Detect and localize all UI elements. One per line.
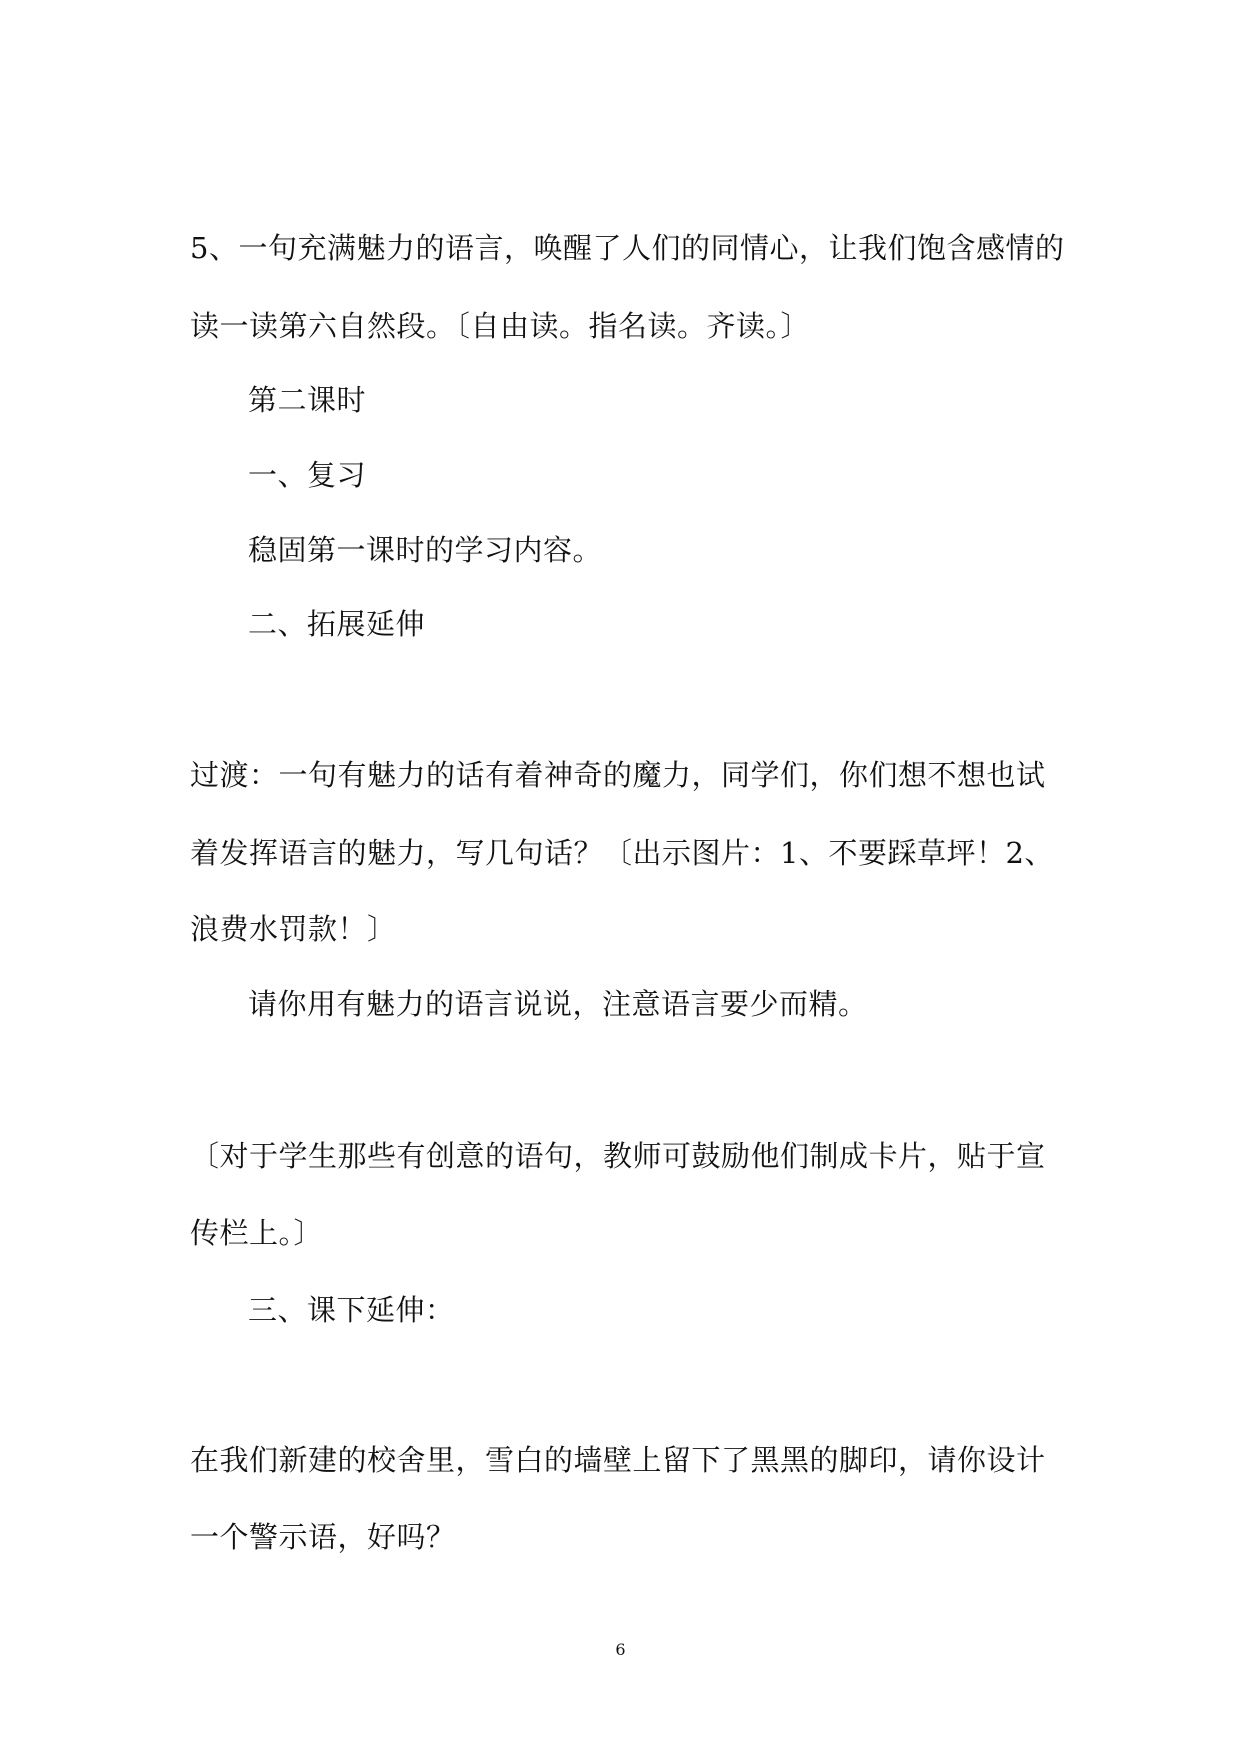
section-heading: 三、课下延伸： — [248, 1293, 455, 1327]
paragraph-line: 5、一句充满魅力的语言，唤醒了人们的同情心，让我们饱含感情的 — [190, 231, 1065, 265]
page-number: 6 — [615, 1640, 626, 1659]
section-heading: 二、拓展延伸 — [248, 607, 426, 641]
paragraph-line: 过渡：一句有魅力的话有着神奇的魔力，同学们，你们想不想也试 — [190, 758, 1046, 792]
section-heading: 第二课时 — [248, 383, 367, 417]
paragraph-line: 一个警示语，好吗？ — [190, 1520, 456, 1554]
paragraph-line: 请你用有魅力的语言说说，注意语言要少而精。 — [248, 987, 868, 1021]
paragraph-line: 浪费水罚款！〕 — [190, 912, 397, 946]
paragraph-line: 着发挥语言的魅力，写几句话？〔出示图片：1、不要踩草坪！2、 — [190, 836, 1054, 870]
paragraph-line: 在我们新建的校舍里，雪白的墙壁上留下了黑黑的脚印，请你设计 — [190, 1443, 1046, 1477]
section-heading: 一、复习 — [248, 458, 367, 492]
paragraph-line: 传栏上。〕 — [190, 1216, 324, 1250]
paragraph-line: 读一读第六自然段。〔自由读。指名读。齐读。〕 — [190, 309, 811, 343]
paragraph-line: 稳固第一课时的学习内容。 — [248, 533, 603, 567]
paragraph-line: 〔对于学生那些有创意的语句，教师可鼓励他们制成卡片，贴于宣 — [190, 1139, 1046, 1173]
